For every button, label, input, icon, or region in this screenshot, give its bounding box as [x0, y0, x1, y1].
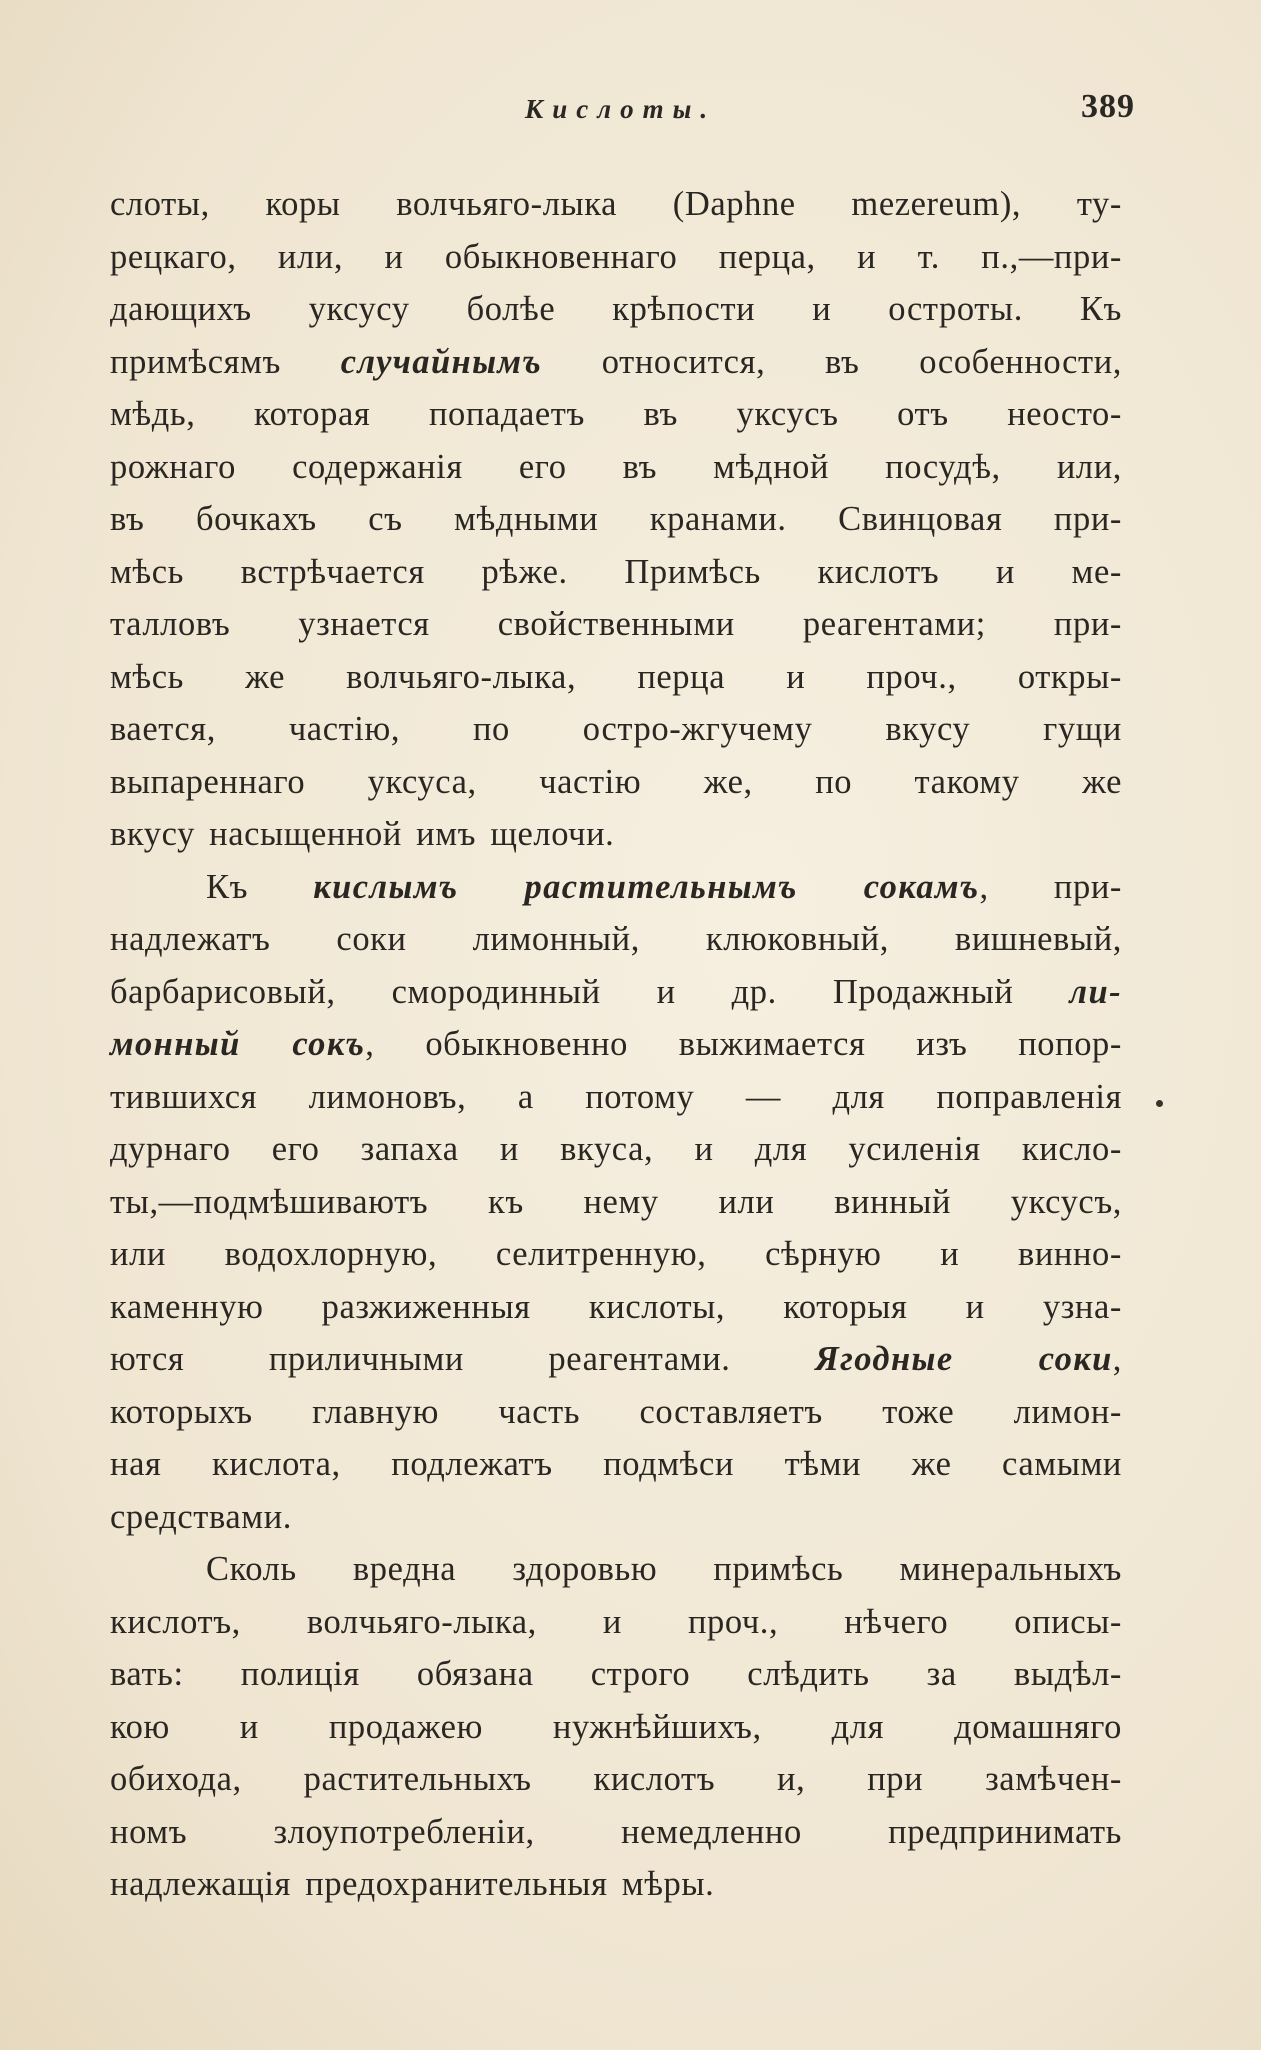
- emphasized-text: Ягодные соки: [814, 1340, 1113, 1378]
- text-line: [110, 703, 1122, 756]
- text-line: [110, 913, 1122, 966]
- text-segment: ,: [1112, 1340, 1122, 1378]
- text-segment: дурнаго его запаха и вкуса, и для усиленія кисло-: [110, 1130, 1122, 1168]
- page-header: [110, 88, 1135, 148]
- text-segment: относится, въ особенности,: [542, 342, 1122, 381]
- text-line: [110, 1123, 1122, 1176]
- text-segment: ются приличными реагентами.: [110, 1340, 815, 1378]
- text-line: [110, 966, 1122, 1019]
- text-line: [110, 1596, 1122, 1649]
- text-segment: вкусу насыщенной имъ щелочи.: [110, 815, 615, 853]
- text-line: [110, 388, 1122, 441]
- text-segment: надлежащія предохранительныя мѣры.: [110, 1865, 715, 1903]
- text-segment: выпареннаго уксуса, частію же, по такому же: [110, 762, 1122, 801]
- ink-speck: [1156, 1100, 1163, 1107]
- text-line: [110, 1753, 1122, 1806]
- text-segment: рожнаго содержанія его въ мѣдной посудѣ, или,: [110, 447, 1122, 486]
- text-line: [110, 1281, 1122, 1334]
- emphasized-text: кислымъ растительнымъ сокамъ: [313, 867, 980, 906]
- text-line: [110, 1648, 1122, 1701]
- text-segment: талловъ узнается свойственными реагентами; при-: [110, 605, 1122, 643]
- text-line: [110, 1333, 1122, 1386]
- emphasized-text: случайнымъ: [340, 342, 543, 381]
- text-segment: надлежатъ соки лимонный, клюковный, вишневый,: [110, 920, 1122, 958]
- text-line: [110, 178, 1122, 231]
- text-line: [110, 1438, 1122, 1491]
- text-line: [110, 1176, 1122, 1229]
- text-segment: барбарисовый, смородинный и др. Продажный: [110, 972, 1070, 1011]
- text-segment: мѣсь встрѣчается рѣже. Примѣсь кислотъ и ме-: [110, 552, 1122, 591]
- text-segment: средствами.: [110, 1497, 293, 1536]
- text-line: [110, 1491, 1122, 1544]
- text-segment: Къ: [206, 867, 314, 906]
- text-segment: , обыкновенно выжимается изъ попор-: [365, 1025, 1122, 1063]
- text-line: [110, 336, 1122, 389]
- text-line: [110, 283, 1122, 336]
- text-segment: рецкаго, или, и обыкновеннаго перца, и т. п.,—при-: [110, 237, 1122, 276]
- text-segment: слоты, коры волчьяго-лыка (Daphne mezereum), ту-: [110, 185, 1122, 223]
- text-line: [110, 493, 1122, 546]
- text-segment: , при-: [979, 867, 1122, 906]
- text-segment: кою и продажею нужнѣйшихъ, для домашняго: [110, 1707, 1122, 1746]
- text-segment: тившихся лимоновъ, а потому — для поправленія: [110, 1077, 1122, 1116]
- text-line: [110, 1858, 1122, 1911]
- text-segment: вать: полиція обязана строго слѣдить за выдѣл-: [110, 1655, 1122, 1693]
- text-segment: дающихъ уксусу болѣе крѣпости и остроты. Къ: [110, 290, 1122, 328]
- text-line: [110, 1071, 1122, 1124]
- running-head: Кислоты.: [524, 94, 717, 124]
- text-line: [110, 441, 1122, 494]
- text-segment: примѣсямъ: [110, 342, 341, 381]
- emphasized-text: монный сокъ: [110, 1025, 366, 1063]
- text-line: [110, 1806, 1122, 1859]
- paragraph: [110, 178, 1122, 861]
- text-segment: обихода, растительныхъ кислотъ и, при замѣчен-: [110, 1760, 1122, 1798]
- text-segment: ты,—подмѣшиваютъ къ нему или винный уксусъ,: [110, 1182, 1122, 1221]
- text-segment: Сколь вредна здоровью примѣсь минеральныхъ: [206, 1550, 1122, 1588]
- text-segment: которыхъ главную часть составляетъ тоже лимон-: [110, 1392, 1122, 1431]
- text-segment: кислотъ, волчьяго-лыка, и проч., нѣчего описы-: [110, 1602, 1122, 1641]
- emphasized-text: ли-: [1069, 972, 1122, 1011]
- text-line: [110, 598, 1122, 651]
- text-line: [110, 1543, 1122, 1596]
- text-line: [110, 651, 1122, 704]
- text-segment: номъ злоупотребленіи, немедленно предпринимать: [110, 1812, 1122, 1851]
- text-line: [110, 1018, 1122, 1071]
- text-line: [110, 1228, 1122, 1281]
- text-segment: вается, частію, по остро-жгучему вкусу гущи: [110, 710, 1122, 748]
- text-segment: мѣдь, которая попадаетъ въ уксусъ отъ неосто-: [110, 395, 1122, 433]
- text-segment: мѣсь же волчьяго-лыка, перца и проч., откры-: [110, 657, 1122, 696]
- paragraph: [110, 1543, 1122, 1911]
- text-line: [110, 756, 1122, 809]
- page-number: 389: [1081, 88, 1135, 125]
- text-segment: въ бочкахъ съ мѣдными кранами. Свинцовая при-: [110, 500, 1122, 538]
- text-line: [110, 1386, 1122, 1439]
- text-segment: каменную разжиженныя кислоты, которыя и узна-: [110, 1287, 1122, 1326]
- body-text: [110, 178, 1122, 1911]
- text-line: [110, 546, 1122, 599]
- text-line: [110, 231, 1122, 284]
- text-segment: ная кислота, подлежатъ подмѣси тѣми же самыми: [110, 1445, 1122, 1483]
- text-line: [110, 861, 1122, 914]
- text-segment: или водохлорную, селитренную, сѣрную и винно-: [110, 1235, 1122, 1273]
- text-line: [110, 1701, 1122, 1754]
- paragraph: [110, 861, 1122, 1544]
- text-line: [110, 808, 1122, 861]
